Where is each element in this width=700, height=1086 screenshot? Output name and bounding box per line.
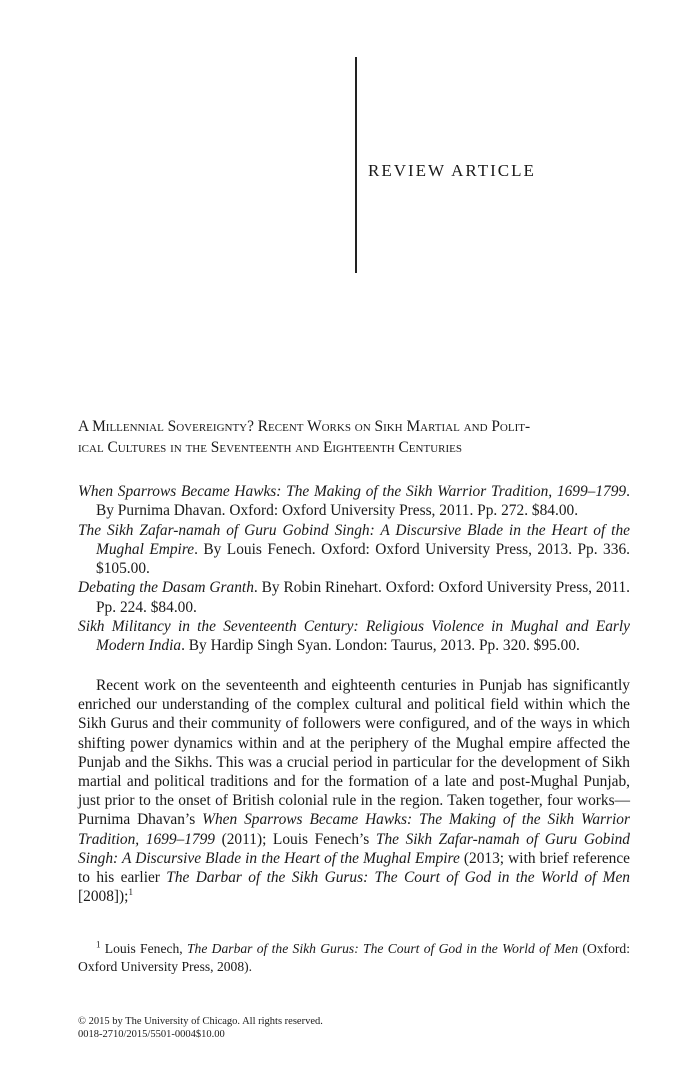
body-text-run: (2013; with brief reference to his earlier <box>78 849 631 887</box>
footnote-ref: 1 <box>128 887 133 898</box>
body-italic-title: The Darbar of the Sikh Gurus: The Court of God in the World of Men <box>166 869 631 887</box>
footnote-number: 1 <box>96 939 101 950</box>
reviewed-work-details: . By Louis Fenech. Oxford: Oxford University Press, 2013. Pp. 336. $105.00. <box>96 540 630 578</box>
reviewed-work-details: . By Purnima Dhavan. Oxford: Oxford University Press, 2011. Pp. 272. $84.00. <box>96 483 630 520</box>
article-title-line1: A Millennial Sovereignty? Recent Works on Sikh Martial and Polit- <box>78 418 531 435</box>
body-text-run: [2008]); <box>78 888 129 906</box>
footnote-italic-title: The Darbar of the Sikh Gurus: The Court of God in the World of Men <box>187 941 579 956</box>
article-title-line2: ical Cultures in the Seventeenth and Eighteenth Centuries <box>78 439 462 456</box>
body-paragraph <box>78 676 630 906</box>
body-italic-title: When Sparrows Became Hawks: The Making of the Sikh Warrior Tradition, 1699–1799 <box>78 811 630 848</box>
reviewed-work-title: The Sikh Zafar-namah of Guru Gobind Singh: A Discursive Blade in the Heart of the Mughal Empire <box>78 521 630 558</box>
footnote-text: Louis Fenech, <box>100 941 187 956</box>
reviewed-work-details: . By Hardip Singh Syan. London: Taurus, 2013. Pp. 320. $95.00. <box>181 637 580 655</box>
reviewed-work-2 <box>78 521 630 579</box>
issn-line: 0018-2710/2015/5501-0004$10.00 <box>78 1029 225 1040</box>
footnote-1 <box>78 940 630 976</box>
reviewed-work-title: Debating the Dasam Granth <box>78 579 254 597</box>
body-text-run: Recent work on the seventeenth and eighteenth centuries in Punjab has significantly enriched our understanding of the complex cultural and political field within which the Sikh Gurus and their community of followers were configured, and of the ways in which shifting power dynamics within and at the periphery of the Mughal empire affected the Punjab and the Sikhs. This was a crucial period in particular for the development of Sikh martial and political traditions and for the formation of a late and post-Mughal Punjab, just prior to the onset of British colonial rule in the region. Taken together, four works—Purnima Dhavan’s <box>78 677 630 829</box>
reviewed-work-3 <box>78 578 630 617</box>
copyright-line: © 2015 by The University of Chicago. All rights reserved. <box>78 1016 323 1027</box>
reviewed-work-title: When Sparrows Became Hawks: The Making of the Sikh Warrior Tradition, 1699–1799 <box>78 483 627 500</box>
vertical-rule <box>355 57 357 273</box>
body-text-run: (2011); Louis Fenech’s <box>215 830 376 848</box>
copyright-notice <box>78 1015 323 1041</box>
footnote-text: (Oxford: Oxford University Press, 2008). <box>78 941 630 974</box>
reviewed-work-1 <box>78 482 630 521</box>
section-label: REVIEW ARTICLE <box>368 161 536 180</box>
body-italic-title: The Sikh Zafar-namah of Guru Gobind Singh: A Discursive Blade in the Heart of the Mughal Empire <box>78 830 630 867</box>
reviewed-work-4 <box>78 617 630 656</box>
reviewed-work-details: . By Robin Rinehart. Oxford: Oxford University Press, 2011. Pp. 224. $84.00. <box>96 579 630 616</box>
article-title <box>78 416 626 458</box>
reviewed-work-title: Sikh Militancy in the Seventeenth Century: Religious Violence in Mughal and Early Modern India <box>78 618 630 655</box>
reviewed-works-list <box>78 482 630 656</box>
